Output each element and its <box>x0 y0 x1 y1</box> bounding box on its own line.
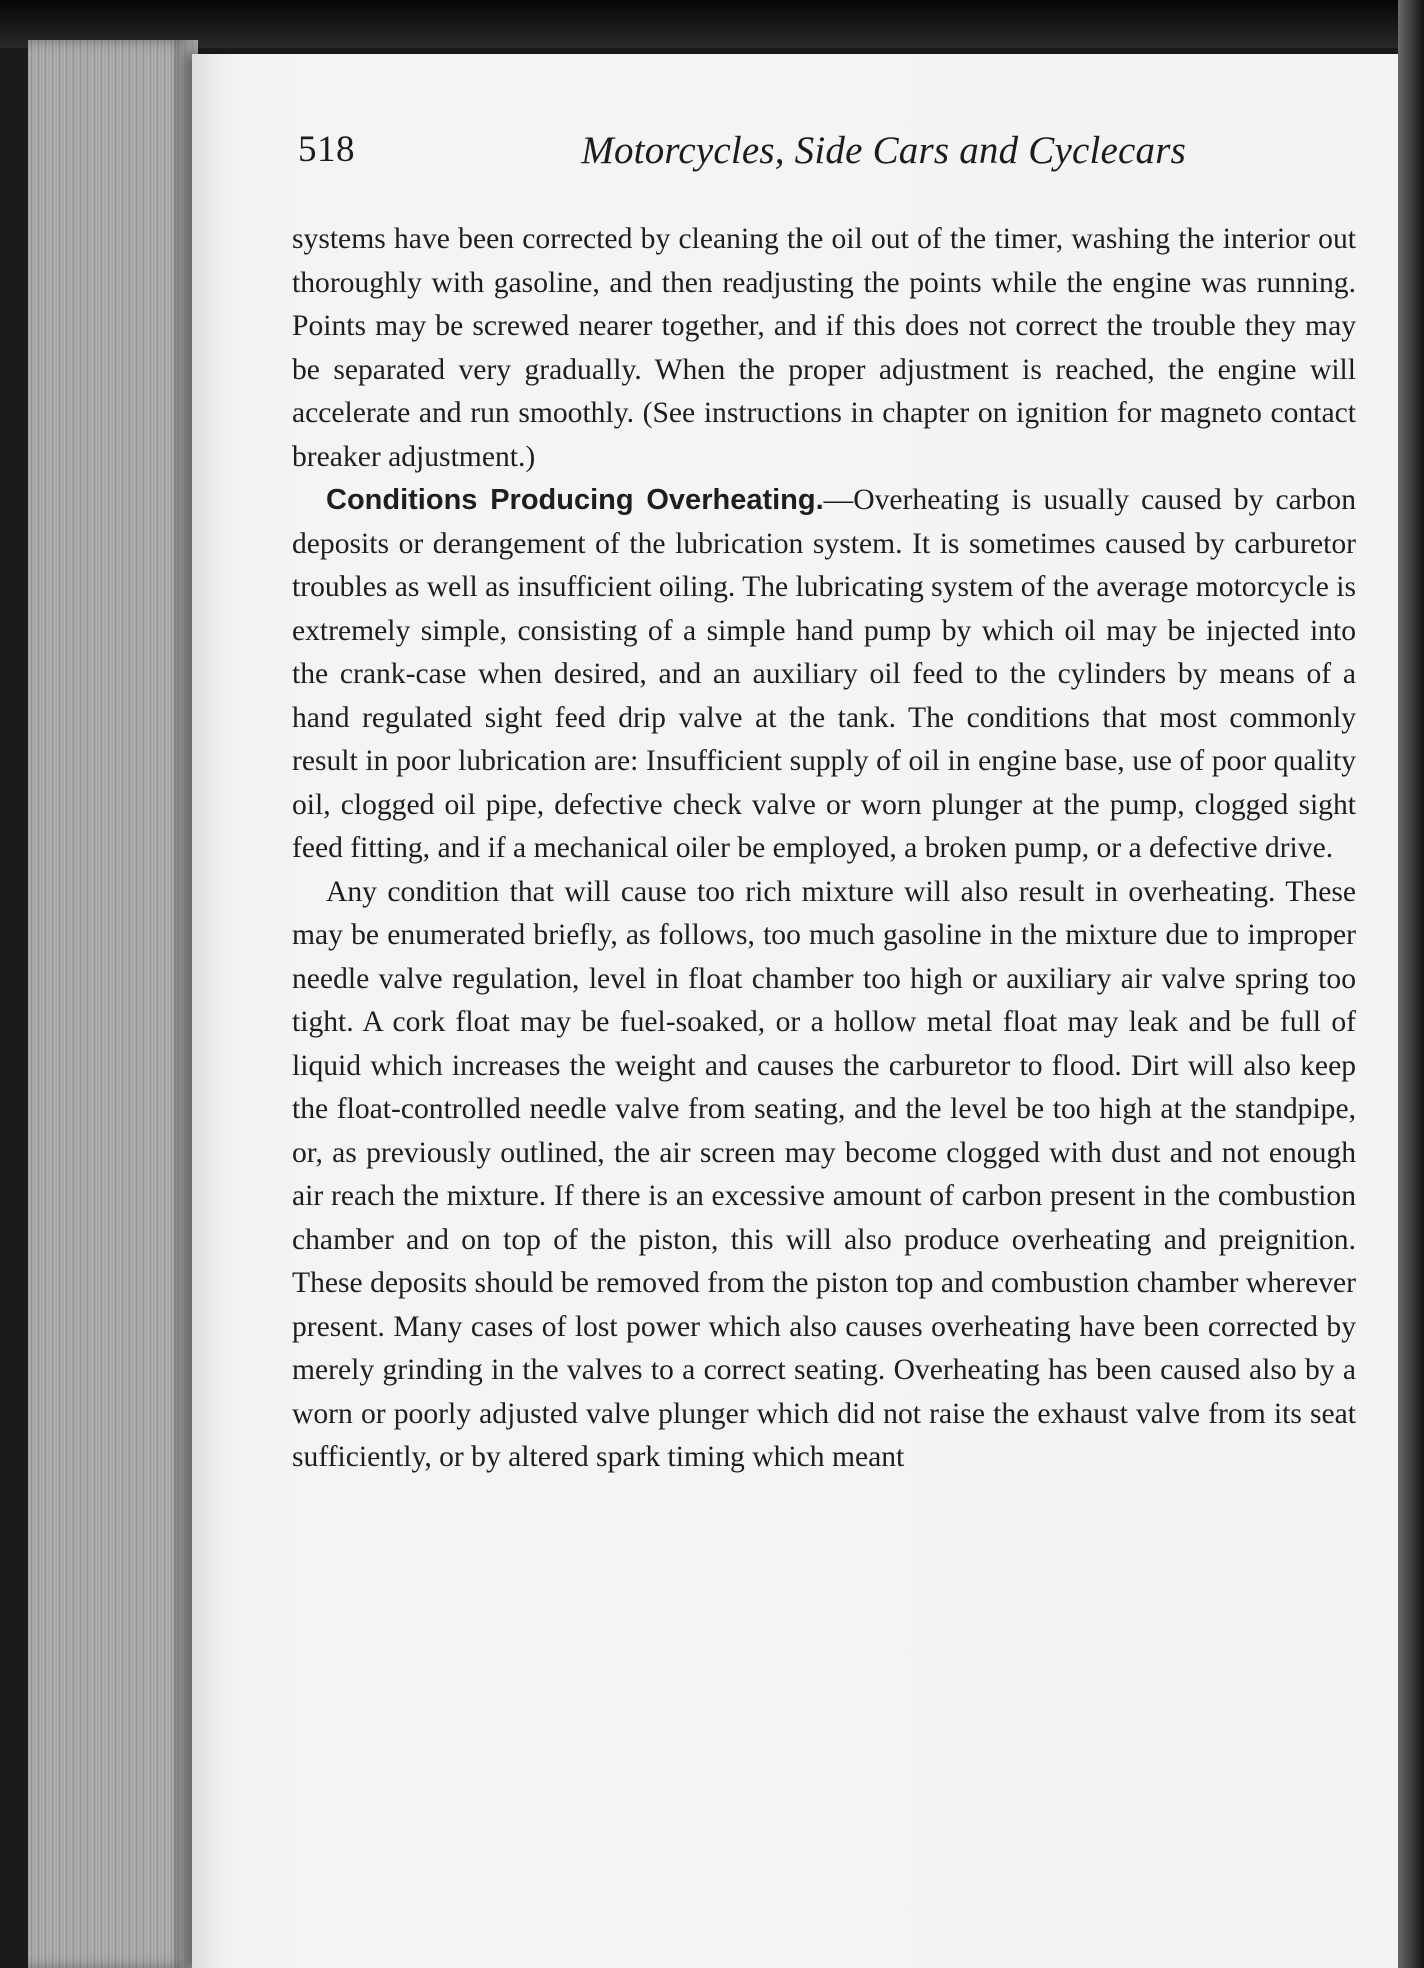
paragraph-continued <box>292 218 1356 479</box>
section-heading: Conditions Producing Overheating. <box>326 484 824 516</box>
running-title: Motorcycles, Side Cars and Cyclecars <box>581 129 1186 172</box>
paragraph-text: Any condition that will cause too rich mixture will also result in overheating. These may be enumerated briefly, as follows, too much gasoline in the mixture due to improper needle valve regulation, level in float chamber too high or auxiliary air valve spring too tight. A cork float may be fuel-soaked, or a hollow metal float may leak and be full of liquid which increases the weight and causes the carburetor to flood. Dirt will also keep the float-controlled needle valve from seating, and the level be too high at the standpipe, or, as previously outlined, the air screen may become clogged with dust and not enough air reach the mixture. If there is an excessive amount of carbon present in the combustion chamber and on top of the piston, this will also produce overheating and preignition. These deposits should be removed from the piston top and combustion chamber wherever present. Many cases of lost power which also causes overheating have been corrected by merely grinding in the valves to a correct seating. Overheating has been caused also by a worn or poorly adjusted valve plunger which did not raise the exhaust valve from its seat sufficiently, or by altered spark timing which meant <box>292 875 1356 1473</box>
scan-background-top <box>0 0 1424 48</box>
body-text <box>292 218 1356 1480</box>
scan-background-right <box>1398 0 1424 1968</box>
paragraph-rich-mixture <box>292 871 1356 1480</box>
paragraph-text: systems have been corrected by cleaning the oil out of the timer, washing the interior out thoroughly with gasoline, and then readjusting the points while the engine was running. Points may be screwed nearer together, and if this does not correct the trouble they may be separated very gradually. When the proper adjustment is reached, the engine will accelerate and run smoothly. (See instructions in chapter on ignition for magneto contact breaker adjustment.) <box>292 223 1356 473</box>
paragraph-text: —Overheating is usually caused by carbon deposits or derangement of the lubrication system. It is sometimes caused by carburetor troubles as well as insufficient oiling. The lubricating system of the average motorcycle is extremely simple, consisting of a simple hand pump by which oil may be injected into the crank-case when desired, and an auxiliary oil feed to the cylinders by means of a hand regulated sight feed drip valve at the tank. The conditions that most commonly result in poor lubrication are: Insufficient supply of oil in engine base, use of poor quality oil, clogged oil pipe, defective check valve or worn plunger at the pump, clogged sight feed fitting, and if a mechanical oiler be employed, a broken pump, or a defective drive. <box>292 484 1357 864</box>
page-header <box>298 128 1186 178</box>
paragraph-overheating <box>292 479 1356 871</box>
book-page-edges <box>28 40 198 1968</box>
page-number: 518 <box>298 129 355 170</box>
